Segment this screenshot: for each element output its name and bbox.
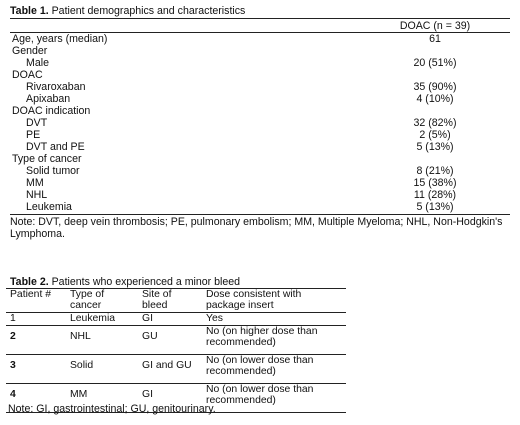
table2-cell-patient: 4 <box>6 384 66 413</box>
table2-header-cell: Site of bleed <box>138 289 202 313</box>
table2-cell-cancer: Solid <box>66 355 138 384</box>
table1-row-value: 5 (13%) <box>416 201 454 213</box>
table1-section-label: DOAC <box>12 69 43 81</box>
table1-row-value: 20 (51%) <box>413 57 457 69</box>
table1-caption-text: Patient demographics and characteristics <box>48 5 246 17</box>
table1-row-label: DVT <box>26 117 48 129</box>
table2-cell-dose: Yes <box>202 313 346 326</box>
table-row <box>6 326 346 355</box>
table1-row-label: PE <box>26 129 41 141</box>
table2-cell-cancer: MM <box>66 384 138 413</box>
table-row <box>6 313 346 326</box>
table1-row-label: Age, years (median) <box>12 33 108 45</box>
table2-caption-label: Table 2. <box>10 276 49 288</box>
table2-note: Note: GI, gastrointestinal; GU, genitourinary. <box>8 403 216 415</box>
table2-caption-text: Patients who experienced a minor bleed <box>48 276 241 288</box>
table1-row-value: 4 (10%) <box>416 93 454 105</box>
table1-row-value: 32 (82%) <box>413 117 457 129</box>
table2-header-row <box>6 289 346 313</box>
table2-cell-site: GI and GU <box>138 355 202 384</box>
table2-cell-dose: No (on lower dose than recommended) <box>202 355 346 384</box>
table1-row-value: 5 (13%) <box>416 141 454 153</box>
table-row <box>6 355 346 384</box>
table1-row-value: 15 (38%) <box>413 177 457 189</box>
table1-row-label: DVT and PE <box>26 141 85 153</box>
table1-row-label: Rivaroxaban <box>26 81 86 93</box>
table1-top-rule <box>10 18 510 19</box>
table2-cell-dose: No (on lower dose than recommended) <box>202 384 346 413</box>
table1-section-label: Type of cancer <box>12 153 82 165</box>
table2 <box>6 288 346 413</box>
table1-row-label: Leukemia <box>26 201 72 213</box>
table1-note-line1: Note: DVT, deep vein thrombosis; PE, pulmonary embolism; MM, Multiple Myeloma; NHL, Non-Hodgkin's <box>10 216 503 228</box>
table2-header-cell: Dose consistent with package insert <box>202 289 346 313</box>
table1-caption <box>10 5 245 17</box>
table2-cell-cancer: NHL <box>66 326 138 355</box>
table1-section-label: Gender <box>12 45 48 57</box>
table2-cell-site: GI <box>138 313 202 326</box>
table1-row-value: 35 (90%) <box>413 81 457 93</box>
table1-row-value: 11 (28%) <box>413 189 457 201</box>
table2-cell-site: GI <box>138 384 202 413</box>
table1-row-value: 2 (5%) <box>419 129 451 141</box>
table1-row-label: Apixaban <box>26 93 71 105</box>
table1-row-label: NHL <box>26 189 48 201</box>
table2-header-cell: Patient # <box>6 289 66 313</box>
table1-row-label: Solid tumor <box>26 165 80 177</box>
table2-cell-dose: No (on higher dose than recommended) <box>202 326 346 355</box>
table1-row-value: 61 <box>429 33 441 45</box>
table1-column-header: DOAC (n = 39) <box>399 20 471 32</box>
table1-caption-label: Table 1. <box>10 5 49 17</box>
table2-cell-site: GU <box>138 326 202 355</box>
table2-caption <box>10 276 240 288</box>
table1-row-label: Male <box>26 57 49 69</box>
table2-cell-patient: 2 <box>6 326 66 355</box>
table1-note-line2: Lymphoma. <box>10 228 65 240</box>
table2-cell-patient: 1 <box>6 313 66 326</box>
table2-cell-patient: 3 <box>6 355 66 384</box>
table1-row-label: MM <box>26 177 44 189</box>
table1-section-label: DOAC indication <box>12 105 91 117</box>
table2-header-cell: Type of cancer <box>66 289 138 313</box>
table1-row-value: 8 (21%) <box>416 165 454 177</box>
table2-cell-cancer: Leukemia <box>66 313 138 326</box>
table1-bottom-rule <box>10 214 510 215</box>
